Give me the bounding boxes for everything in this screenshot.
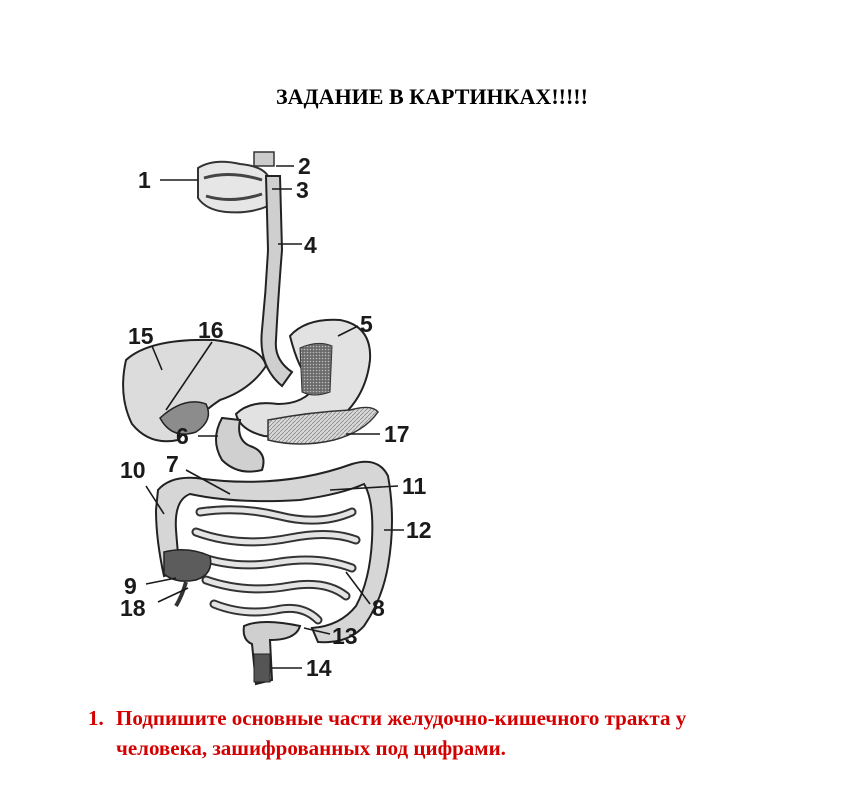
- label-3: 3: [296, 177, 309, 203]
- rectum: [244, 622, 300, 684]
- label-18: 18: [120, 595, 146, 621]
- oral-cavity: [198, 152, 274, 212]
- anus: [254, 654, 270, 682]
- label-4: 4: [304, 232, 317, 258]
- label-16: 16: [198, 317, 224, 343]
- label-7: 7: [166, 451, 179, 477]
- page-title: ЗАДАНИЕ В КАРТИНКАХ!!!!!: [276, 84, 588, 109]
- label-9: 9: [124, 573, 137, 599]
- esophagus: [261, 176, 292, 386]
- appendix: [176, 582, 186, 606]
- caecum: [164, 550, 211, 581]
- label-13: 13: [332, 623, 358, 649]
- label-10: 10: [120, 457, 146, 483]
- label-8: 8: [372, 595, 385, 621]
- label-5: 5: [360, 311, 373, 337]
- label-1: 1: [138, 167, 151, 193]
- label-6: 6: [176, 423, 189, 449]
- label-11: 11: [402, 473, 427, 499]
- label-15: 15: [128, 323, 154, 349]
- task-text-line-1: Подпишите основные части желудочно-кишечного тракта у: [116, 706, 687, 730]
- label-12: 12: [406, 517, 432, 543]
- label-2: 2: [298, 153, 311, 179]
- label-14: 14: [306, 655, 332, 681]
- task-text-line-2: человека, зашифрованных под цифрами.: [116, 736, 506, 760]
- task-number: 1.: [88, 706, 104, 730]
- label-17: 17: [384, 421, 410, 447]
